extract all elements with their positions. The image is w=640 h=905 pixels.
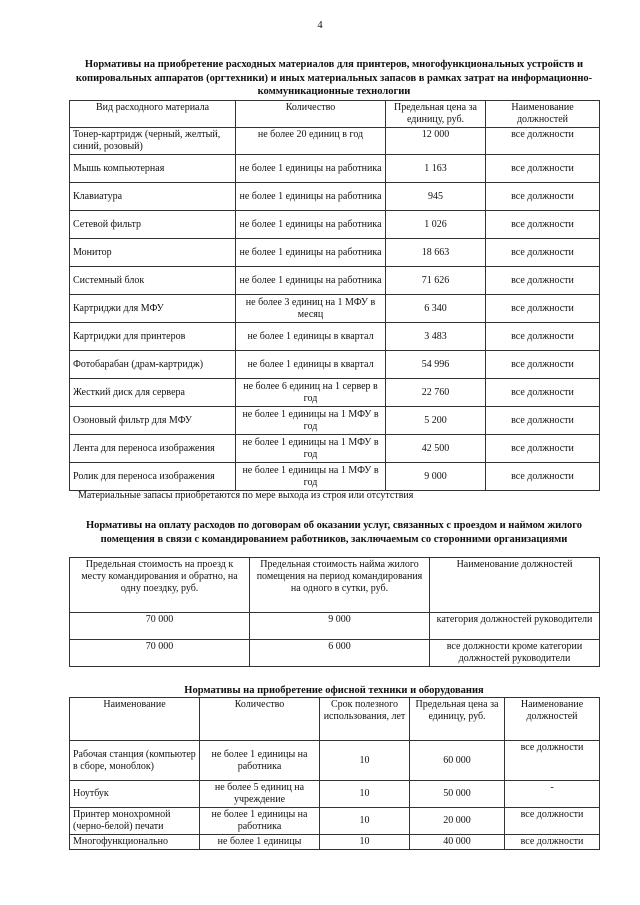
page-number: 4: [317, 20, 323, 31]
material-price: 71 626: [386, 267, 486, 295]
equipment-price: 50 000: [410, 781, 505, 808]
travel-cost: 70 000: [70, 613, 250, 640]
equipment-name: Ноутбук: [70, 781, 200, 808]
table-row: [70, 463, 600, 491]
table-row: [70, 835, 600, 850]
equipment-qty: не более 5 единиц на учреждение: [200, 781, 320, 808]
consumables-table: [69, 100, 600, 491]
equipment-pos: все должности: [505, 808, 600, 835]
table-row: [70, 379, 600, 407]
material-name: Ролик для переноса изображения: [70, 463, 236, 491]
table-row: [70, 323, 600, 351]
section2-title: Нормативы на оплату расходов по договорам об оказании услуг, связанных с проездом и наймом жилого помещения в связи с командированием работников, заключаемым со сторонними организациями: [85, 520, 583, 545]
housing-cost: 6 000: [250, 640, 430, 667]
header-positions: Наименование должностей: [430, 558, 600, 613]
travel-cost: 70 000: [70, 640, 250, 667]
equipment-pos: -: [505, 781, 600, 808]
header-housing: Предельная стоимость найма жилого помещения на период командирования на одного в сутки, руб.: [250, 558, 430, 613]
material-qty: не более 20 единиц в год: [236, 128, 386, 155]
material-name: Картриджи для МФУ: [70, 295, 236, 323]
header-price: Предельная цена за единицу, руб.: [410, 698, 505, 741]
material-price: 54 996: [386, 351, 486, 379]
equipment-qty: не более 1 единицы: [200, 835, 320, 850]
material-pos: все должности: [486, 183, 600, 211]
material-pos: все должности: [486, 155, 600, 183]
material-name: Клавиатура: [70, 183, 236, 211]
table-row: [70, 351, 600, 379]
material-pos: все должности: [486, 128, 600, 155]
equipment-term: 10: [320, 808, 410, 835]
material-pos: все должности: [486, 435, 600, 463]
travel-table: [69, 557, 600, 667]
material-name: Лента для переноса изображения: [70, 435, 236, 463]
header-positions: Наименование должностей: [486, 101, 600, 128]
material-price: 22 760: [386, 379, 486, 407]
equipment-price: 40 000: [410, 835, 505, 850]
travel-positions: категория должностей руководители: [430, 613, 600, 640]
material-qty: не более 6 единиц на 1 сервер в год: [236, 379, 386, 407]
material-name: Тонер-картридж (черный, желтый, синий, розовый): [70, 128, 236, 155]
table-row: [70, 781, 600, 808]
table-row: [70, 295, 600, 323]
material-qty: не более 1 единицы на 1 МФУ в год: [236, 407, 386, 435]
table-row: [70, 741, 600, 781]
equipment-qty: не более 1 единицы на работника: [200, 808, 320, 835]
material-qty: не более 1 единицы в квартал: [236, 323, 386, 351]
material-pos: все должности: [486, 351, 600, 379]
equipment-pos: все должности: [505, 835, 600, 850]
equipment-name: Принтер монохромной (черно-белой) печати: [70, 808, 200, 835]
material-name: Монитор: [70, 239, 236, 267]
header-price: Предельная цена за единицу, руб.: [386, 101, 486, 128]
material-price: 5 200: [386, 407, 486, 435]
table-row: [70, 128, 600, 155]
material-pos: все должности: [486, 239, 600, 267]
material-name: Жесткий диск для сервера: [70, 379, 236, 407]
header-material: Вид расходного материала: [70, 101, 236, 128]
section3-title: Нормативы на приобретение офисной техники и оборудования: [184, 685, 484, 696]
equipment-pos: все должности: [505, 741, 600, 781]
material-price: 42 500: [386, 435, 486, 463]
table-row: [70, 211, 600, 239]
material-qty: не более 1 единицы на 1 МФУ в год: [236, 435, 386, 463]
header-travel: Предельная стоимость на проезд к месту командирования и обратно, на одну поездку, руб.: [70, 558, 250, 613]
table-row: [70, 613, 600, 640]
header-quantity: Количество: [236, 101, 386, 128]
equipment-name: Рабочая станция (компьютер в сборе, моноблок): [70, 741, 200, 781]
material-name: Озоновый фильтр для МФУ: [70, 407, 236, 435]
material-pos: все должности: [486, 267, 600, 295]
material-price: 1 026: [386, 211, 486, 239]
header-positions: Наименование должностей: [505, 698, 600, 741]
material-name: Мышь компьютерная: [70, 155, 236, 183]
material-qty: не более 1 единицы на работника: [236, 183, 386, 211]
material-pos: все должности: [486, 211, 600, 239]
material-price: 12 000: [386, 128, 486, 155]
table-row: [70, 407, 600, 435]
material-pos: все должности: [486, 323, 600, 351]
material-price: 1 163: [386, 155, 486, 183]
equipment-price: 20 000: [410, 808, 505, 835]
equipment-term: 10: [320, 781, 410, 808]
materials-note: Материальные запасы приобретаются по мере выхода из строя или отсутствия: [78, 490, 414, 501]
material-qty: не более 1 единицы на работника: [236, 211, 386, 239]
material-name: Фотобарабан (драм-картридж): [70, 351, 236, 379]
material-price: 18 663: [386, 239, 486, 267]
header-term: Срок полезного использования, лет: [320, 698, 410, 741]
table-row: [70, 267, 600, 295]
material-qty: не более 1 единицы на работника: [236, 155, 386, 183]
office-equipment-table: [69, 697, 600, 850]
table-row: [70, 239, 600, 267]
material-qty: не более 3 единиц на 1 МФУ в месяц: [236, 295, 386, 323]
material-price: 3 483: [386, 323, 486, 351]
equipment-qty: не более 1 единицы на работника: [200, 741, 320, 781]
material-pos: все должности: [486, 407, 600, 435]
equipment-name: Многофункционально: [70, 835, 200, 850]
material-pos: все должности: [486, 295, 600, 323]
section1-title: Нормативы на приобретение расходных материалов для принтеров, многофункциональных устройств и копировальных аппаратов (оргтехники) и иных материальных запасов в рамках затрат на информационно-коммуникационные технологии: [75, 59, 593, 97]
equipment-term: 10: [320, 741, 410, 781]
table-row: [70, 808, 600, 835]
material-qty: не более 1 единицы в квартал: [236, 351, 386, 379]
table-row: [70, 155, 600, 183]
header-quantity: Количество: [200, 698, 320, 741]
table-row: [70, 435, 600, 463]
travel-positions: все должности кроме категории должностей руководители: [430, 640, 600, 667]
material-name: Картриджи для принтеров: [70, 323, 236, 351]
material-qty: не более 1 единицы на работника: [236, 267, 386, 295]
material-name: Системный блок: [70, 267, 236, 295]
material-name: Сетевой фильтр: [70, 211, 236, 239]
material-price: 6 340: [386, 295, 486, 323]
housing-cost: 9 000: [250, 613, 430, 640]
material-qty: не более 1 единицы на работника: [236, 239, 386, 267]
header-name: Наименование: [70, 698, 200, 741]
equipment-price: 60 000: [410, 741, 505, 781]
material-price: 945: [386, 183, 486, 211]
material-pos: все должности: [486, 463, 600, 491]
equipment-term: 10: [320, 835, 410, 850]
material-price: 9 000: [386, 463, 486, 491]
table-row: [70, 183, 600, 211]
table-row: [70, 640, 600, 667]
material-pos: все должности: [486, 379, 600, 407]
material-qty: не более 1 единицы на 1 МФУ в год: [236, 463, 386, 491]
